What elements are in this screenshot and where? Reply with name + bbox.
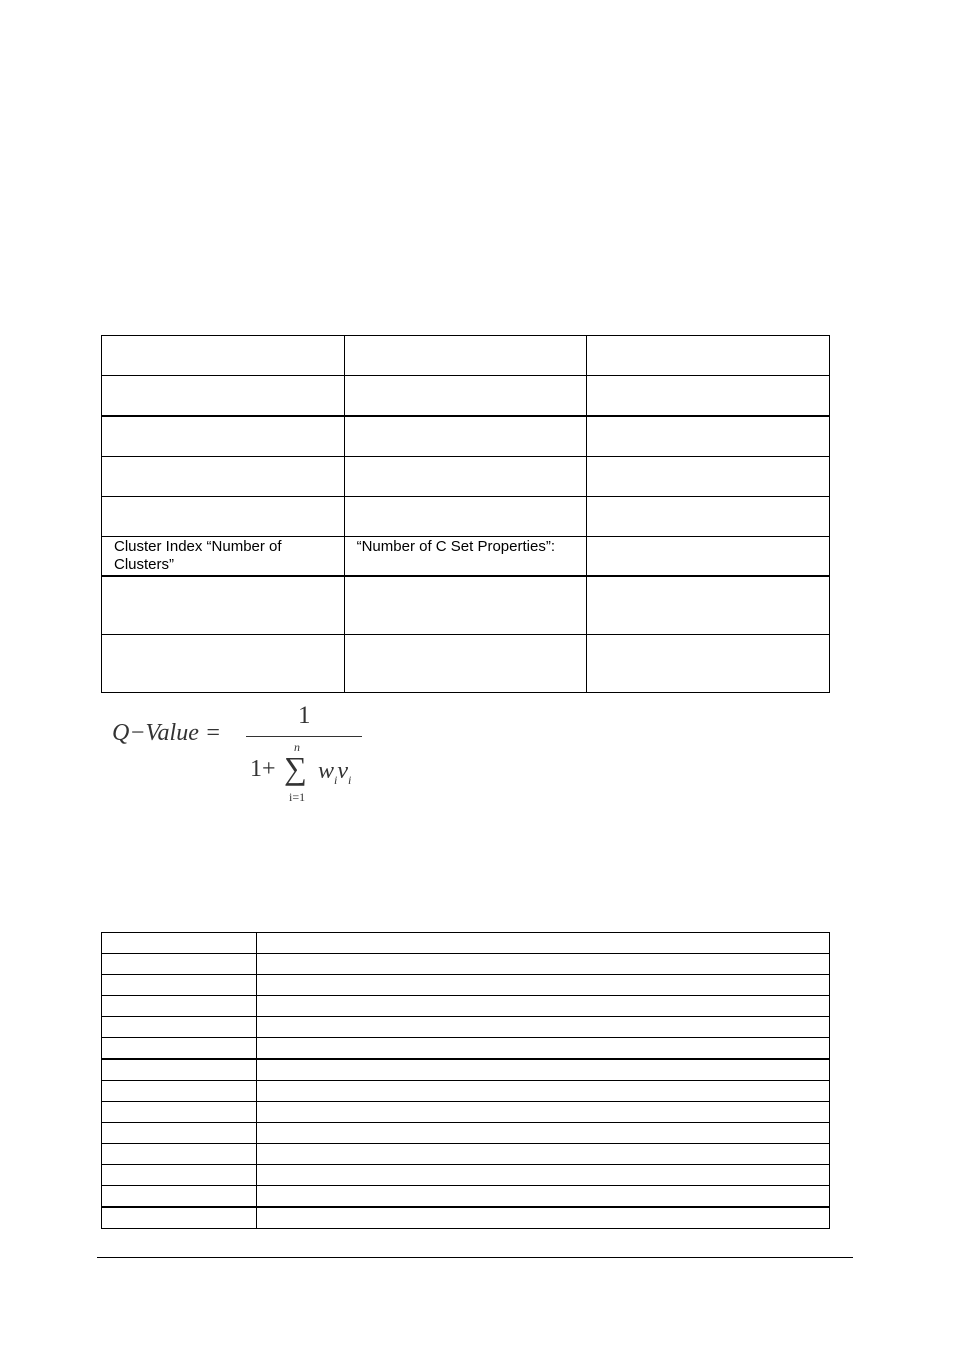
table-cell [257, 1207, 830, 1229]
table-cell [102, 933, 257, 954]
table-cell [587, 416, 830, 457]
table-row [102, 1059, 830, 1081]
table-cell [102, 1081, 257, 1102]
table-cell [257, 1165, 830, 1186]
table-cell [102, 1144, 257, 1165]
table-cell [257, 1059, 830, 1081]
table-row [102, 933, 830, 954]
table-cell [344, 416, 587, 457]
table-cell [102, 975, 257, 996]
term-v-subscript: i [348, 772, 352, 787]
table-cell [257, 954, 830, 975]
formula-lhs: Q−Value = [112, 720, 222, 746]
term-w: w [318, 758, 335, 784]
table-cell [102, 1059, 257, 1081]
table-cell [344, 497, 587, 537]
sum-symbol: ∑ [284, 750, 307, 786]
table-cell [102, 576, 345, 635]
table-cell [257, 1038, 830, 1060]
table-cell [344, 457, 587, 497]
table-cell [587, 634, 830, 692]
table-cell [257, 933, 830, 954]
table-cell [257, 1081, 830, 1102]
table-cell [102, 954, 257, 975]
table-cell [587, 537, 830, 576]
q-value-formula [112, 700, 372, 815]
table-row [102, 975, 830, 996]
table-row [102, 497, 830, 537]
footer-divider [97, 1257, 853, 1258]
table-row [102, 1123, 830, 1144]
table-row [102, 1102, 830, 1123]
table-cell [587, 497, 830, 537]
table-row [102, 336, 830, 376]
table-row [102, 576, 830, 635]
table-cell [257, 1123, 830, 1144]
table-cell [102, 1017, 257, 1038]
table-row [102, 954, 830, 975]
table-cell [344, 634, 587, 692]
formula-terms [318, 758, 351, 788]
term-w-subscript: i [334, 772, 338, 787]
table-cell [102, 497, 345, 537]
table-row [102, 634, 830, 692]
sum-upper-limit: n [294, 740, 300, 754]
table-cell [257, 975, 830, 996]
table-cell [102, 1038, 257, 1060]
table-cell [102, 1102, 257, 1123]
c-set-properties-cell: “Number of C Set Properties”: [344, 537, 587, 576]
table-cell [257, 1144, 830, 1165]
table-row [102, 416, 830, 457]
fraction-bar [246, 736, 362, 737]
table-row [102, 1207, 830, 1229]
cluster-index-cell: Cluster Index “Number of Clusters” [102, 537, 345, 576]
table-cell [587, 457, 830, 497]
table-row [102, 457, 830, 497]
table-cell [257, 1102, 830, 1123]
table-row [102, 996, 830, 1017]
table-cell [102, 1165, 257, 1186]
table-cell [344, 376, 587, 417]
table-cell [257, 1186, 830, 1208]
table-cell [344, 336, 587, 376]
data-table-top [101, 335, 830, 693]
table-row [102, 1144, 830, 1165]
table-cell [102, 1186, 257, 1208]
sum-lower-limit: i=1 [289, 790, 306, 804]
table-cell [102, 634, 345, 692]
table-row [102, 1165, 830, 1186]
formula-numerator: 1 [298, 702, 311, 729]
table-cell [102, 376, 345, 417]
table-cell [102, 1207, 257, 1229]
table-cell [102, 336, 345, 376]
table-cell [257, 996, 830, 1017]
table-row [102, 1038, 830, 1060]
table-row [102, 1186, 830, 1208]
table-cell [102, 457, 345, 497]
table-cell [587, 336, 830, 376]
table-cell [102, 1123, 257, 1144]
table-cell [257, 1017, 830, 1038]
table-row [102, 376, 830, 417]
table-cell [587, 376, 830, 417]
table-row-cluster-index [102, 537, 830, 576]
table-cell [344, 576, 587, 635]
table-cell [587, 576, 830, 635]
table-cell [102, 416, 345, 457]
formula-denominator-one: 1+ [250, 756, 276, 782]
term-v: v [337, 758, 349, 784]
table-cell [102, 996, 257, 1017]
table-row [102, 1017, 830, 1038]
data-table-bottom [101, 932, 830, 1229]
table-row [102, 1081, 830, 1102]
